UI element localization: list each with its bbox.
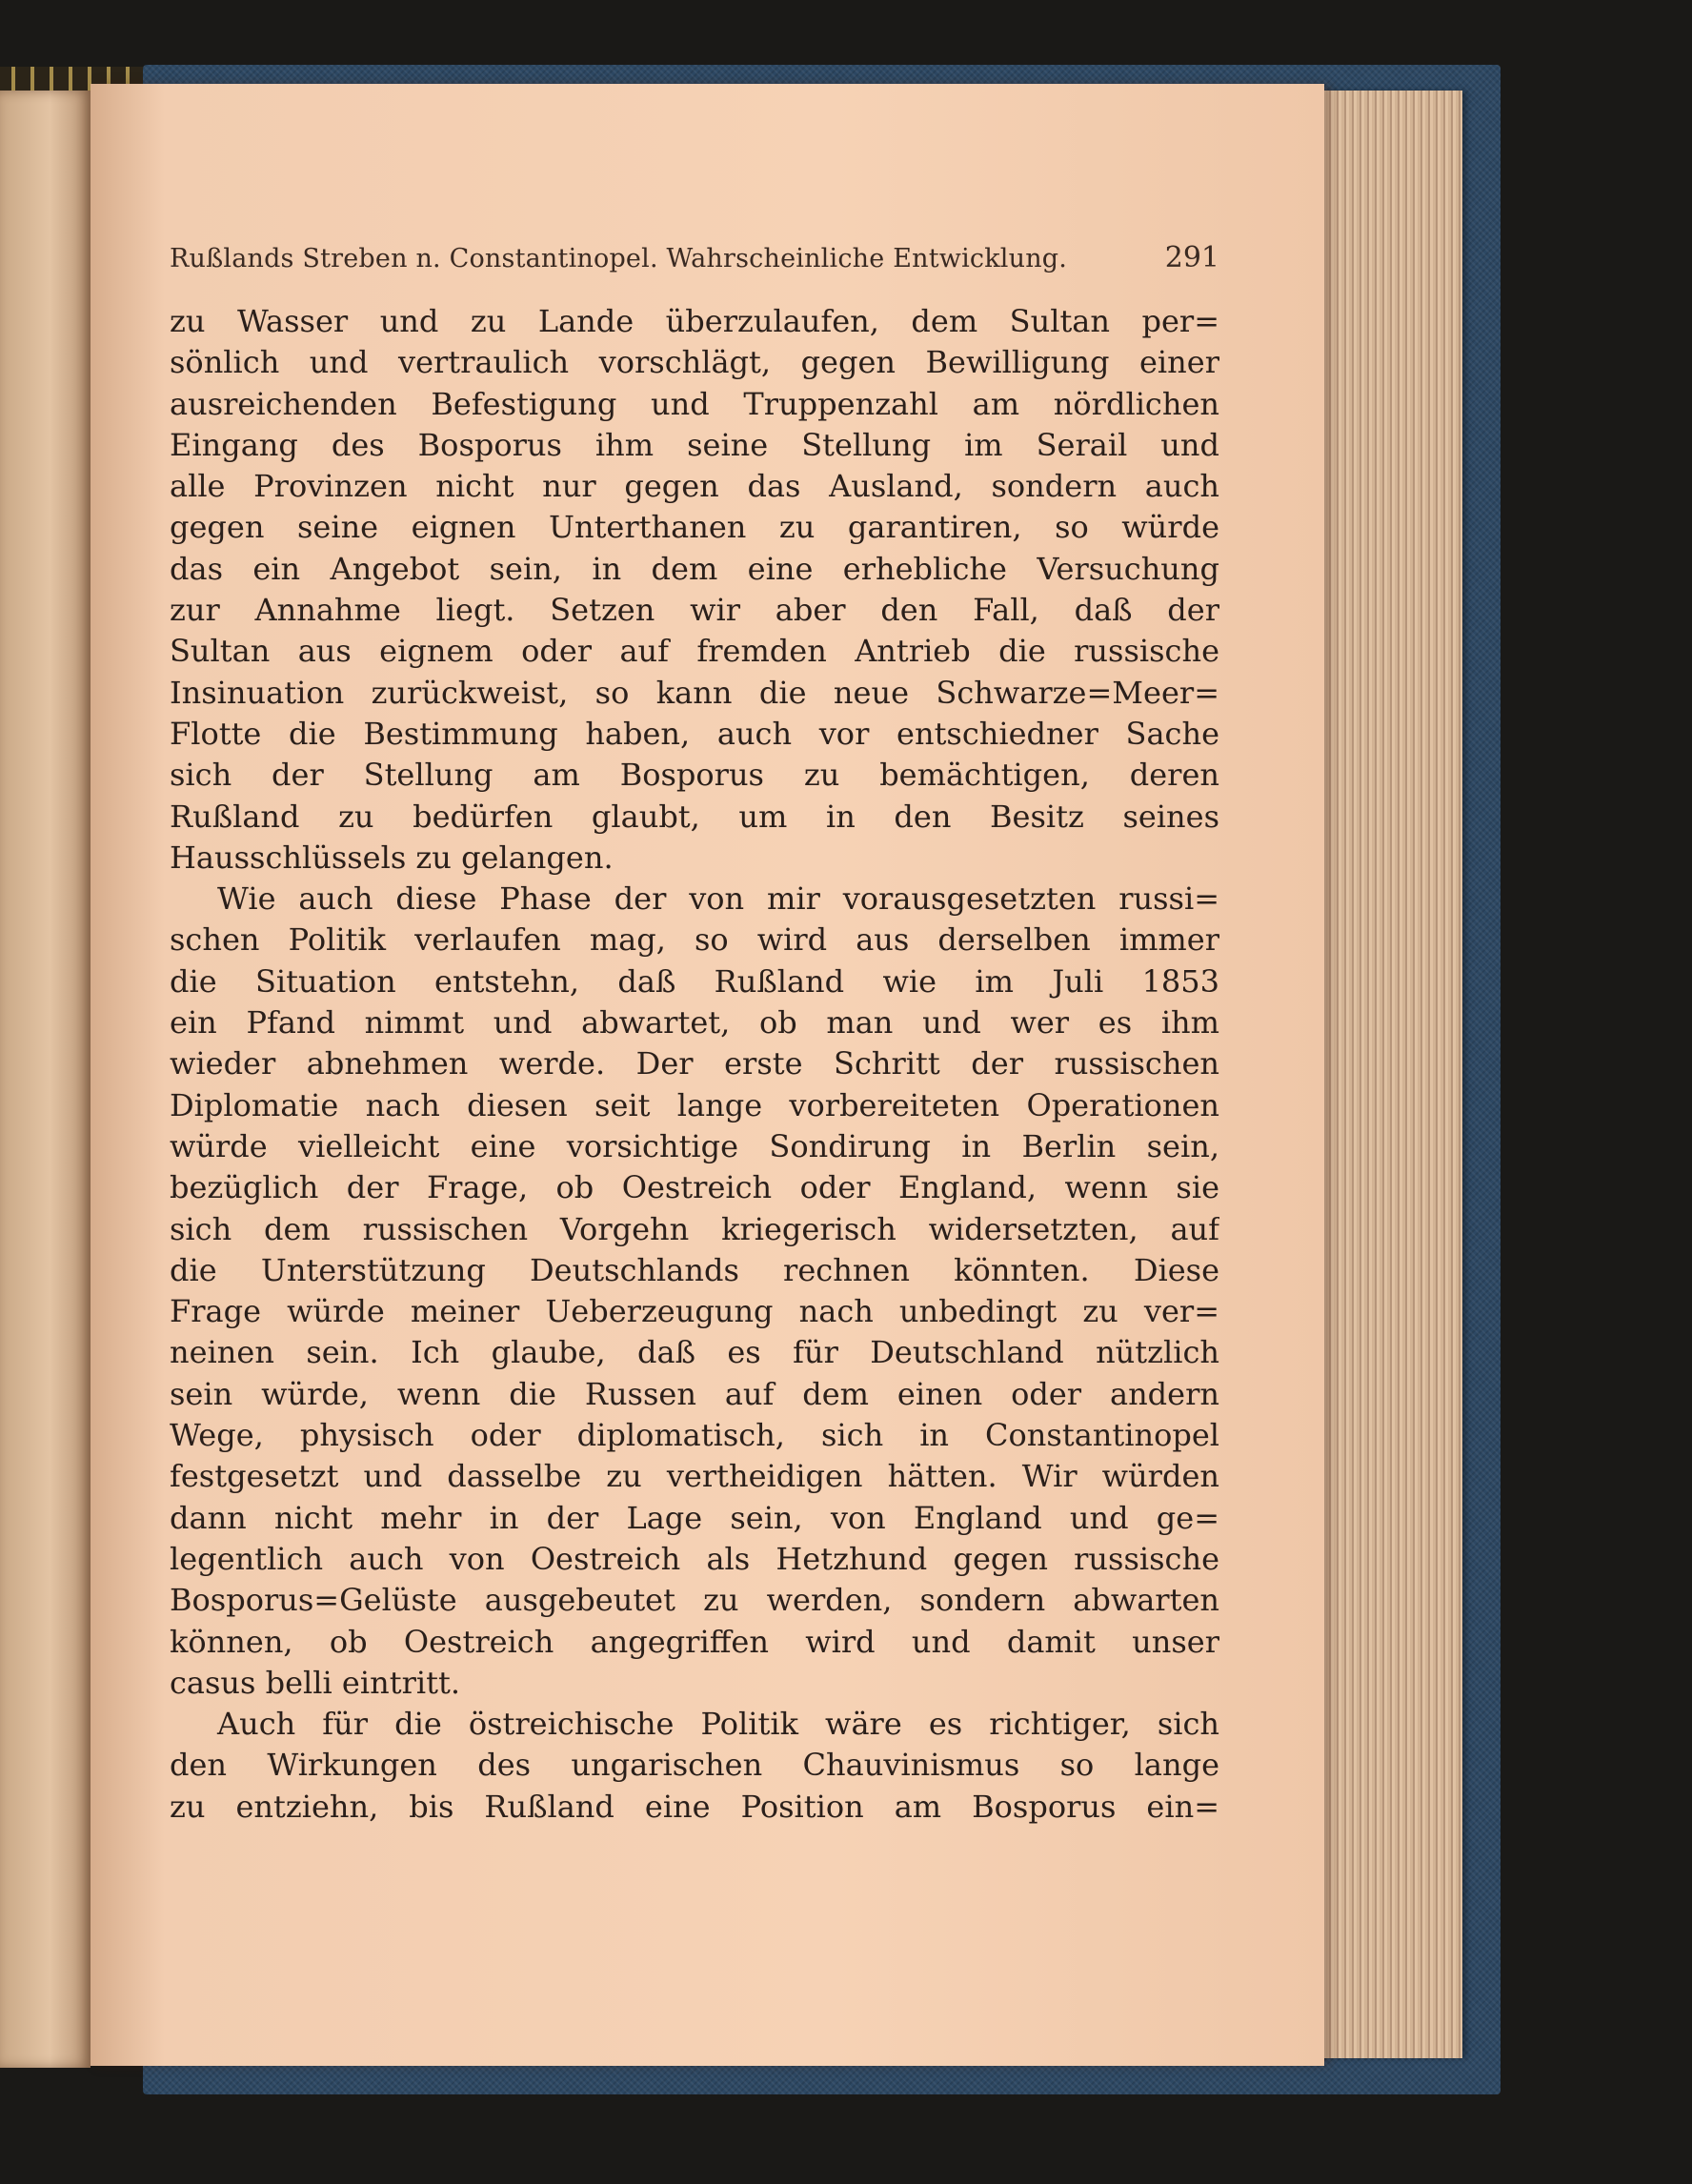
book-page (91, 84, 1324, 2066)
text-line: die Unterstützung Deutschlands rechnen könnten. Diese (170, 1251, 1219, 1288)
text-line: Diplomatie nach diesen seit lange vorbereiteten Operationen (170, 1086, 1219, 1123)
text-line: dann nicht mehr in der Lage sein, von England und ge= (170, 1499, 1219, 1536)
running-header (170, 241, 1219, 293)
text-line: sich dem russischen Vorgehn kriegerisch widersetzten, auf (170, 1210, 1219, 1247)
text-line: die Situation entstehn, daß Rußland wie im Juli 1853 (170, 962, 1219, 1000)
text-line: festgesetzt und dasselbe zu vertheidigen hätten. Wir würden (170, 1458, 1219, 1495)
text-line: zu Wasser und zu Lande überzulaufen, dem Sultan per= (170, 303, 1219, 339)
text-line: wieder abnehmen werde. Der erste Schritt der russischen (170, 1045, 1219, 1082)
text-line: ein Pfand nimmt und abwartet, ob man und wer es ihm (170, 1004, 1219, 1041)
text-line: Rußland zu bedürfen glaubt, um in den Besitz seines (170, 798, 1219, 835)
running-title: Rußlands Streben n. Constantinopel. Wahrscheinliche Entwicklung. (170, 244, 1068, 273)
text-line: Wie auch diese Phase der von mir vorausgesetzten russi= (217, 880, 1219, 918)
text-line: Hausschlüssels zu gelangen. (170, 839, 614, 876)
text-line: legentlich auch von Oestreich als Hetzhund gegen russische (170, 1540, 1219, 1577)
text-line: ausreichenden Befestigung und Truppenzahl am nördlichen (170, 385, 1219, 422)
text-line: können, ob Oestreich angegriffen wird und damit unser (170, 1623, 1219, 1660)
text-line: sein würde, wenn die Russen auf dem einen oder andern (170, 1375, 1219, 1412)
text-line: Flotte die Bestimmung haben, auch vor entschiedner Sache (170, 715, 1219, 752)
text-line: Eingang des Bosporus ihm seine Stellung im Serail und (170, 426, 1219, 463)
text-line: Sultan aus eignem oder auf fremden Antrieb die russische (170, 633, 1219, 670)
text-line: sönlich und vertraulich vorschlägt, gegen Bewilligung einer (170, 344, 1219, 381)
text-line: Bosporus=Gelüste ausgebeutet zu werden, sondern abwarten (170, 1582, 1219, 1619)
text-line: das ein Angebot sein, in dem eine erhebliche Versuchung (170, 550, 1219, 587)
text-line: Wege, physisch oder diplomatisch, sich in Constantinopel (170, 1417, 1219, 1454)
text-line: schen Politik verlaufen mag, so wird aus derselben immer (170, 921, 1219, 959)
text-line: den Wirkungen des ungarischen Chauvinismus so lange (170, 1747, 1219, 1784)
text-line: Frage würde meiner Ueberzeugung nach unbedingt zu ver= (170, 1293, 1219, 1330)
text-line: alle Provinzen nicht nur gegen das Ausland, sondern auch (170, 468, 1219, 505)
text-line: bezüglich der Frage, ob Oestreich oder England, wenn sie (170, 1169, 1219, 1206)
page-number: 291 (1164, 241, 1219, 274)
text-line: zur Annahme liegt. Setzen wir aber den Fall, daß der (170, 592, 1219, 629)
text-line: Auch für die östreichische Politik wäre es richtiger, sich (217, 1706, 1219, 1743)
text-line: neinen sein. Ich glaube, daß es für Deutschland nützlich (170, 1334, 1219, 1371)
body-text (170, 301, 1219, 1828)
text-line: Insinuation zurückweist, so kann die neue Schwarze=Meer= (170, 674, 1219, 711)
text-line: gegen seine eignen Unterthanen zu garantiren, so würde (170, 509, 1219, 546)
text-line: sich der Stellung am Bosporus zu bemächtigen, deren (170, 757, 1219, 794)
left-page-edge (0, 91, 91, 2068)
text-line: casus belli eintritt. (170, 1664, 460, 1701)
text-line: würde vielleicht eine vorsichtige Sondirung in Berlin sein, (170, 1127, 1219, 1164)
text-line: zu entziehn, bis Rußland eine Position am Bosporus ein= (170, 1788, 1219, 1825)
